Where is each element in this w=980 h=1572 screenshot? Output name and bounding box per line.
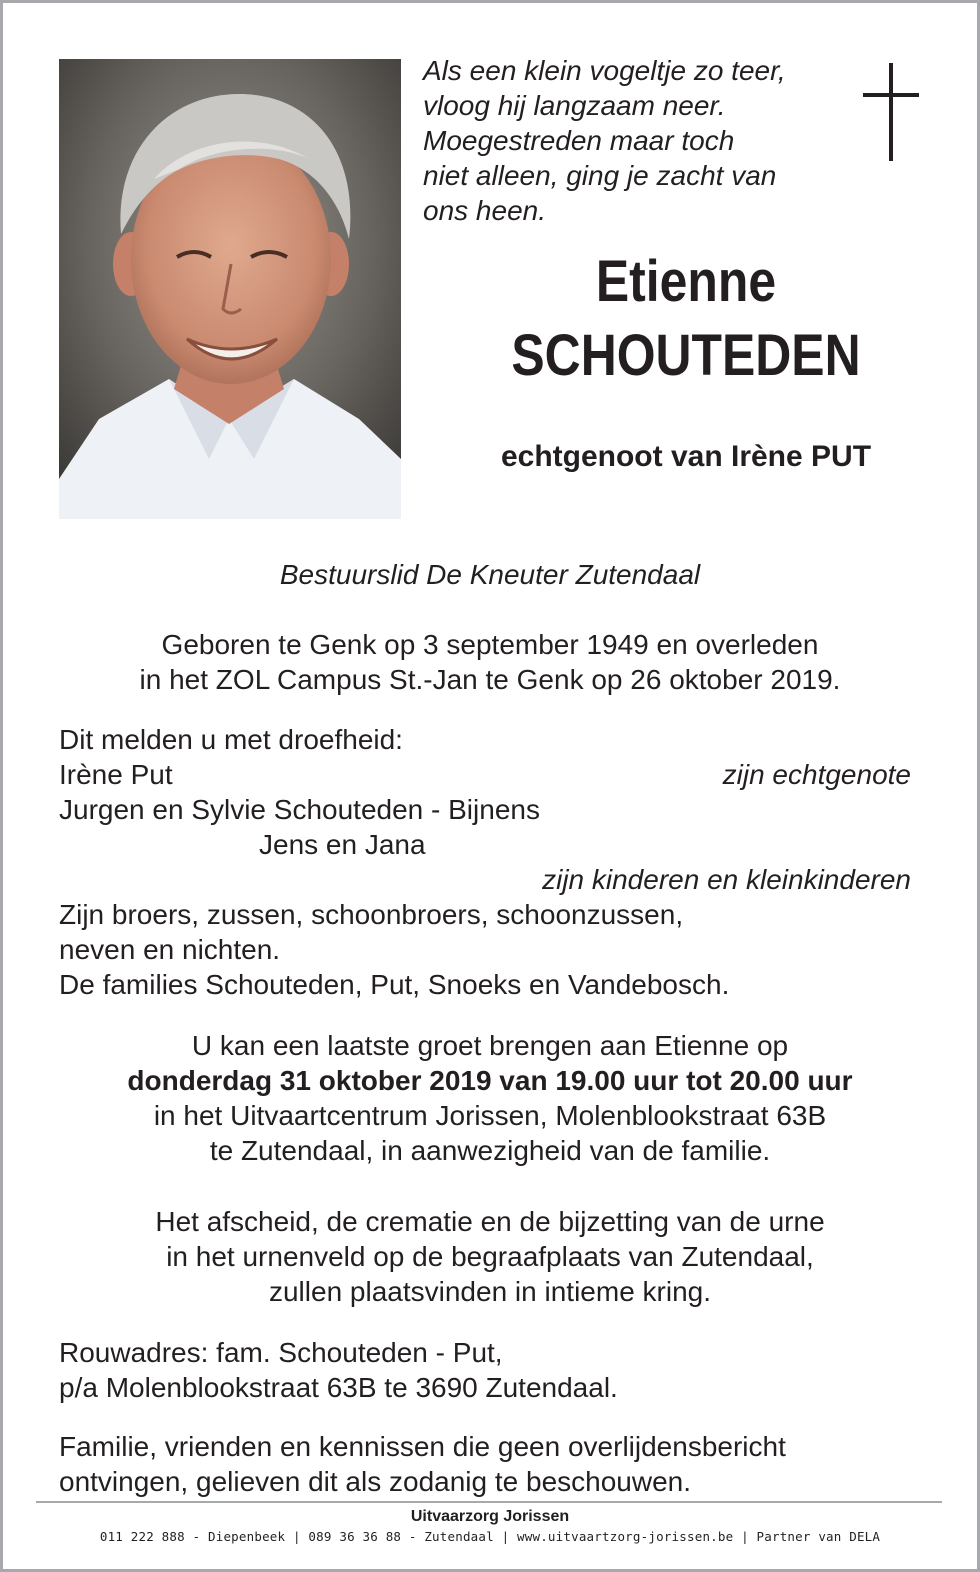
poem-line: Als een klein vogeltje zo teer, [423,55,786,86]
notice-line: ontvingen, gelieven dit als zodanig te beschouwen. [59,1466,691,1497]
portrait-image [59,59,401,519]
family-grandchildren: Jens en Jana [259,829,426,860]
farewell-line: in het urnenveld op de begraafplaats van Zutendaal, [166,1241,814,1272]
family-spouse-relation: zijn echtgenote [722,759,911,790]
deceased-first-name: Etienne [595,249,777,314]
family-siblings-cont: neven en nichten. [59,934,281,965]
address-line: Rouwadres: fam. Schouteden - Put, [59,1337,503,1368]
family-siblings: Zijn broers, zussen, schoonbroers, schoonzussen, [59,899,684,930]
poem-line: ons heen. [423,195,546,226]
footer-contact: 011 222 888 - Diepenbeek | 089 36 36 88 - Zutendaal | www.uitvaartzorg-jorissen.be | Partner van DELA [99,1529,881,1544]
visitation-place: in het Uitvaartcentrum Jorissen, Molenblookstraat 63B [153,1100,827,1131]
poem-line: vloog hij langzaam neer. [423,90,726,121]
poem-line: niet alleen, ging je zacht van [423,160,777,191]
family-children: Jurgen en Sylvie Schouteden - Bijnens [59,794,540,825]
portrait-photo [59,59,401,519]
family-spouse-name: Irène Put [59,759,173,790]
visitation-datetime: donderdag 31 oktober 2019 van 19.00 uur tot 20.00 uur [127,1065,853,1096]
poem-line: Moegestreden maar toch [423,125,735,156]
family-families: De families Schouteden, Put, Snoeks en Vandebosch. [59,969,730,1000]
visitation-place-cont: te Zutendaal, in aanwezigheid van de familie. [209,1135,771,1166]
family-intro: Dit melden u met droefheid: [59,724,403,755]
deceased-last-name: SCHOUTEDEN [511,323,861,388]
birth-death-line: in het ZOL Campus St.-Jan te Genk op 26 oktober 2019. [139,664,841,695]
poem [423,53,843,228]
cross-icon [863,63,919,161]
notice-line: Familie, vrienden en kennissen die geen overlijdensbericht [59,1431,786,1462]
role-line: Bestuurslid De Kneuter Zutendaal [279,559,701,590]
family-children-relation: zijn kinderen en kleinkinderen [542,864,911,895]
farewell-line: Het afscheid, de crematie en de bijzetting van de urne [155,1206,825,1237]
spouse-line: echtgenoot van Irène PUT [500,440,872,473]
visitation-line: U kan een laatste groet brengen aan Etienne op [191,1030,789,1061]
birth-death-line: Geboren te Genk op 3 september 1949 en overleden [161,629,819,660]
farewell-line: zullen plaatsvinden in intieme kring. [268,1276,712,1307]
footer-divider [36,1501,942,1503]
footer-company: Uitvaarzorg Jorissen [410,1508,570,1525]
address-line: p/a Molenblookstraat 63B te 3690 Zutendaal. [59,1372,618,1403]
